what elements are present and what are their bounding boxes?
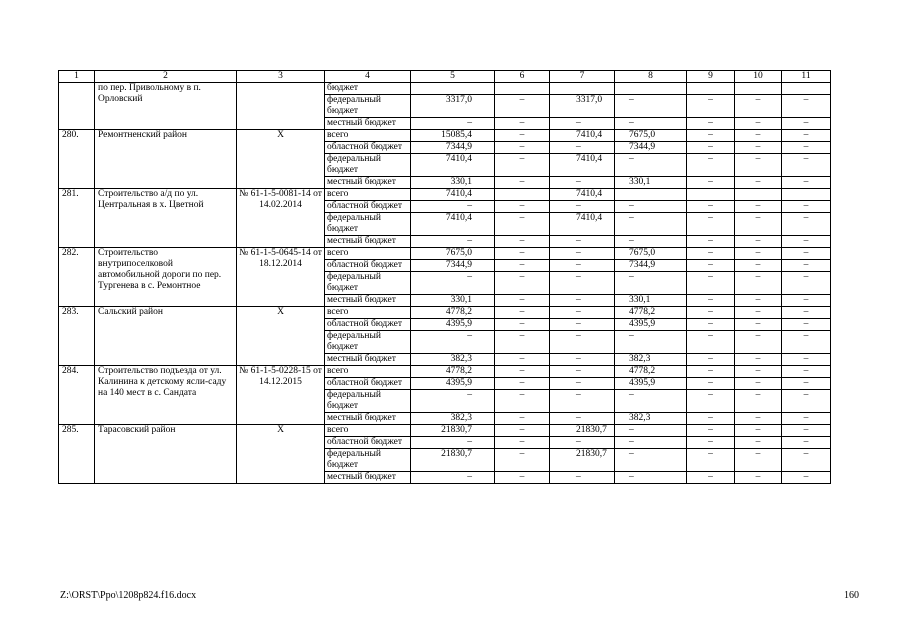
amount-cell: – <box>495 154 550 177</box>
amount-cell: – <box>782 130 831 142</box>
amount-cell: – <box>735 248 782 260</box>
amount-cell: – <box>735 331 782 354</box>
amount-cell: 7410,4 <box>411 189 495 201</box>
amount-cell: – <box>735 154 782 177</box>
amount-cell: 382,3 <box>615 354 687 366</box>
row-number: 282. <box>59 248 95 307</box>
amount-cell: – <box>735 378 782 390</box>
amount-cell: – <box>687 177 735 189</box>
amount-cell <box>782 189 831 201</box>
amount-cell: – <box>495 378 550 390</box>
funding-source: местный бюджет <box>325 118 411 130</box>
amount-cell: – <box>782 201 831 213</box>
amount-cell: – <box>687 142 735 154</box>
amount-cell: – <box>735 295 782 307</box>
funding-source: местный бюджет <box>325 472 411 484</box>
amount-cell: 21830,7 <box>411 425 495 437</box>
amount-cell: – <box>411 272 495 295</box>
column-number-header: 10 <box>735 71 782 83</box>
funding-source: федеральный бюджет <box>325 390 411 413</box>
amount-cell: – <box>495 366 550 378</box>
amount-cell: – <box>735 366 782 378</box>
amount-cell: – <box>687 437 735 449</box>
table-row <box>59 83 831 95</box>
amount-cell: 7344,9 <box>411 260 495 272</box>
amount-cell: – <box>495 118 550 130</box>
object-name: Ремонтненский район <box>95 130 237 189</box>
funding-source: федеральный бюджет <box>325 154 411 177</box>
amount-cell: 4395,9 <box>615 378 687 390</box>
row-number: 280. <box>59 130 95 189</box>
column-number-header: 11 <box>782 71 831 83</box>
amount-cell: – <box>782 390 831 413</box>
amount-cell: – <box>687 425 735 437</box>
amount-cell: – <box>687 95 735 118</box>
row-number: 283. <box>59 307 95 366</box>
amount-cell: 4778,2 <box>411 307 495 319</box>
amount-cell: 3317,0 <box>550 95 615 118</box>
amount-cell: – <box>735 260 782 272</box>
amount-cell: – <box>782 366 831 378</box>
budget-table <box>58 70 831 484</box>
funding-source: федеральный бюджет <box>325 331 411 354</box>
object-name: Тарасовский район <box>95 425 237 484</box>
amount-cell: – <box>495 472 550 484</box>
amount-cell: – <box>782 307 831 319</box>
amount-cell <box>495 83 550 95</box>
amount-cell: – <box>735 130 782 142</box>
amount-cell: 7410,4 <box>550 189 615 201</box>
amount-cell: – <box>495 354 550 366</box>
amount-cell: – <box>782 354 831 366</box>
amount-cell: – <box>550 201 615 213</box>
amount-cell: – <box>550 413 615 425</box>
amount-cell: – <box>782 413 831 425</box>
amount-cell: – <box>550 236 615 248</box>
amount-cell: – <box>735 272 782 295</box>
column-number-header: 1 <box>59 71 95 83</box>
column-number-header: 3 <box>237 71 325 83</box>
amount-cell: – <box>550 177 615 189</box>
amount-cell: – <box>687 272 735 295</box>
amount-cell: – <box>550 260 615 272</box>
row-number: 284. <box>59 366 95 425</box>
amount-cell: – <box>550 366 615 378</box>
amount-cell: – <box>495 260 550 272</box>
object-name: Строительство подъезда от ул. Калинина к детскому ясли-саду на 140 мест в с. Сандата <box>95 366 237 425</box>
amount-cell <box>550 83 615 95</box>
amount-cell: – <box>615 472 687 484</box>
amount-cell: 382,3 <box>411 413 495 425</box>
funding-source: всего <box>325 248 411 260</box>
amount-cell: – <box>735 213 782 236</box>
amount-cell: 330,1 <box>615 295 687 307</box>
amount-cell: 3317,0 <box>411 95 495 118</box>
amount-cell <box>735 189 782 201</box>
table-row <box>59 189 831 201</box>
funding-source: областной бюджет <box>325 378 411 390</box>
amount-cell: – <box>782 449 831 472</box>
amount-cell: – <box>687 295 735 307</box>
amount-cell: – <box>495 390 550 413</box>
amount-cell: – <box>687 201 735 213</box>
amount-cell: – <box>687 449 735 472</box>
amount-cell: – <box>615 331 687 354</box>
funding-source: областной бюджет <box>325 260 411 272</box>
amount-cell: 7344,9 <box>615 142 687 154</box>
amount-cell: – <box>687 248 735 260</box>
amount-cell: – <box>550 354 615 366</box>
amount-cell: – <box>495 272 550 295</box>
amount-cell: 4395,9 <box>615 319 687 331</box>
amount-cell: – <box>495 295 550 307</box>
funding-source: областной бюджет <box>325 437 411 449</box>
amount-cell: – <box>615 425 687 437</box>
amount-cell: – <box>735 472 782 484</box>
amount-cell: – <box>687 118 735 130</box>
amount-cell: 7410,4 <box>550 213 615 236</box>
amount-cell: – <box>550 118 615 130</box>
object-name: по пер. Привольному в п. Орловский <box>95 83 237 130</box>
amount-cell: – <box>495 437 550 449</box>
amount-cell: – <box>615 437 687 449</box>
amount-cell: – <box>687 366 735 378</box>
amount-cell: 330,1 <box>615 177 687 189</box>
funding-source: местный бюджет <box>325 236 411 248</box>
amount-cell: – <box>782 142 831 154</box>
table-row <box>59 307 831 319</box>
amount-cell: – <box>495 413 550 425</box>
amount-cell: – <box>550 472 615 484</box>
funding-source: федеральный бюджет <box>325 449 411 472</box>
amount-cell: 4778,2 <box>615 307 687 319</box>
amount-cell <box>687 189 735 201</box>
amount-cell: – <box>411 236 495 248</box>
amount-cell: – <box>495 307 550 319</box>
amount-cell: – <box>782 272 831 295</box>
amount-cell: – <box>735 437 782 449</box>
amount-cell: – <box>735 354 782 366</box>
registration-number: № 61-1-5-0645-14 от 18.12.2014 <box>237 248 325 307</box>
funding-source: всего <box>325 189 411 201</box>
funding-source: всего <box>325 130 411 142</box>
amount-cell: – <box>495 319 550 331</box>
amount-cell: 7344,9 <box>411 142 495 154</box>
amount-cell: – <box>495 95 550 118</box>
amount-cell: – <box>615 213 687 236</box>
object-name: Строительство а/д по ул. Центральная в х. Цветной <box>95 189 237 248</box>
amount-cell: – <box>735 449 782 472</box>
amount-cell: – <box>782 260 831 272</box>
page-number: 160 <box>844 590 859 601</box>
column-number-header: 8 <box>615 71 687 83</box>
amount-cell: 7410,4 <box>411 213 495 236</box>
amount-cell: – <box>735 177 782 189</box>
amount-cell <box>782 83 831 95</box>
amount-cell: – <box>615 272 687 295</box>
funding-source: бюджет <box>325 83 411 95</box>
amount-cell: 4395,9 <box>411 319 495 331</box>
amount-cell: – <box>782 248 831 260</box>
amount-cell: – <box>782 378 831 390</box>
amount-cell: – <box>782 154 831 177</box>
amount-cell: 21830,7 <box>550 425 615 437</box>
amount-cell: – <box>687 331 735 354</box>
amount-cell: 15085,4 <box>411 130 495 142</box>
amount-cell: 7410,4 <box>550 130 615 142</box>
amount-cell: – <box>615 449 687 472</box>
amount-cell: – <box>687 390 735 413</box>
funding-source: областной бюджет <box>325 201 411 213</box>
amount-cell: – <box>550 331 615 354</box>
funding-source: местный бюджет <box>325 295 411 307</box>
amount-cell: – <box>495 142 550 154</box>
amount-cell: 7675,0 <box>411 248 495 260</box>
amount-cell: – <box>411 331 495 354</box>
amount-cell: – <box>411 437 495 449</box>
amount-cell: – <box>550 319 615 331</box>
amount-cell: – <box>782 236 831 248</box>
amount-cell: – <box>782 437 831 449</box>
registration-number: Х <box>237 307 325 366</box>
amount-cell: – <box>735 307 782 319</box>
amount-cell: – <box>550 295 615 307</box>
amount-cell: – <box>550 307 615 319</box>
amount-cell: – <box>687 472 735 484</box>
amount-cell: 21830,7 <box>550 449 615 472</box>
footer-file-path: Z:\ORST\Ppo\1208p824.f16.docx <box>60 590 197 601</box>
column-number-header: 9 <box>687 71 735 83</box>
funding-source: местный бюджет <box>325 354 411 366</box>
amount-cell <box>735 83 782 95</box>
amount-cell: – <box>550 272 615 295</box>
amount-cell: – <box>687 130 735 142</box>
amount-cell: 4778,2 <box>615 366 687 378</box>
amount-cell: – <box>495 201 550 213</box>
header-row <box>59 71 831 83</box>
registration-number: Х <box>237 425 325 484</box>
amount-cell: – <box>411 118 495 130</box>
registration-number <box>237 83 325 130</box>
column-number-header: 6 <box>495 71 550 83</box>
amount-cell: – <box>735 413 782 425</box>
amount-cell: – <box>615 154 687 177</box>
funding-source: местный бюджет <box>325 413 411 425</box>
funding-source: областной бюджет <box>325 319 411 331</box>
amount-cell: 7675,0 <box>615 248 687 260</box>
amount-cell: – <box>687 260 735 272</box>
amount-cell: – <box>495 248 550 260</box>
amount-cell: – <box>687 236 735 248</box>
amount-cell: – <box>615 201 687 213</box>
amount-cell: – <box>687 413 735 425</box>
amount-cell: 7344,9 <box>615 260 687 272</box>
funding-source: всего <box>325 307 411 319</box>
amount-cell: 330,1 <box>411 295 495 307</box>
amount-cell: 7675,0 <box>615 130 687 142</box>
amount-cell: 382,3 <box>411 354 495 366</box>
amount-cell: – <box>735 425 782 437</box>
amount-cell: – <box>687 354 735 366</box>
amount-cell: 382,3 <box>615 413 687 425</box>
amount-cell: – <box>735 95 782 118</box>
amount-cell: 4395,9 <box>411 378 495 390</box>
amount-cell <box>411 83 495 95</box>
amount-cell <box>495 189 550 201</box>
column-number-header: 4 <box>325 71 411 83</box>
amount-cell: – <box>615 118 687 130</box>
amount-cell: – <box>687 154 735 177</box>
amount-cell: – <box>782 472 831 484</box>
amount-cell: – <box>495 236 550 248</box>
amount-cell: – <box>550 248 615 260</box>
amount-cell: 7410,4 <box>550 154 615 177</box>
column-number-header: 7 <box>550 71 615 83</box>
amount-cell: – <box>735 390 782 413</box>
amount-cell: – <box>495 425 550 437</box>
amount-cell: – <box>782 118 831 130</box>
amount-cell: – <box>687 319 735 331</box>
amount-cell <box>615 83 687 95</box>
amount-cell: – <box>495 213 550 236</box>
amount-cell: – <box>550 437 615 449</box>
amount-cell: – <box>495 177 550 189</box>
amount-cell: – <box>735 319 782 331</box>
amount-cell <box>687 83 735 95</box>
row-number <box>59 83 95 130</box>
amount-cell: – <box>735 201 782 213</box>
amount-cell: – <box>782 295 831 307</box>
amount-cell: – <box>735 236 782 248</box>
funding-source: местный бюджет <box>325 177 411 189</box>
amount-cell: – <box>735 118 782 130</box>
amount-cell: – <box>550 390 615 413</box>
amount-cell: – <box>411 201 495 213</box>
row-number: 285. <box>59 425 95 484</box>
table-row <box>59 366 831 378</box>
funding-source: всего <box>325 425 411 437</box>
amount-cell: – <box>411 390 495 413</box>
amount-cell: – <box>687 213 735 236</box>
column-number-header: 2 <box>95 71 237 83</box>
object-name: Строительство внутрипоселковой автомобильной дороги по пер. Тургенева в с. Ремонтное <box>95 248 237 307</box>
amount-cell: – <box>550 142 615 154</box>
amount-cell: 4778,2 <box>411 366 495 378</box>
amount-cell: 330,1 <box>411 177 495 189</box>
amount-cell: – <box>411 472 495 484</box>
amount-cell: – <box>782 331 831 354</box>
amount-cell: – <box>550 378 615 390</box>
registration-number: № 61-1-5-0081-14 от 14.02.2014 <box>237 189 325 248</box>
amount-cell: 7410,4 <box>411 154 495 177</box>
amount-cell: 21830,7 <box>411 449 495 472</box>
funding-source: федеральный бюджет <box>325 213 411 236</box>
table-row <box>59 248 831 260</box>
amount-cell: – <box>782 425 831 437</box>
amount-cell: – <box>615 95 687 118</box>
amount-cell <box>615 189 687 201</box>
amount-cell: – <box>615 236 687 248</box>
amount-cell: – <box>735 142 782 154</box>
table-row <box>59 130 831 142</box>
object-name: Сальский район <box>95 307 237 366</box>
amount-cell: – <box>782 95 831 118</box>
row-number: 281. <box>59 189 95 248</box>
amount-cell: – <box>495 130 550 142</box>
registration-number: Х <box>237 130 325 189</box>
amount-cell: – <box>615 390 687 413</box>
funding-source: всего <box>325 366 411 378</box>
amount-cell: – <box>782 177 831 189</box>
amount-cell: – <box>687 378 735 390</box>
table-row <box>59 425 831 437</box>
registration-number: № 61-1-5-0228-15 от 14.12.2015 <box>237 366 325 425</box>
amount-cell: – <box>782 319 831 331</box>
funding-source: областной бюджет <box>325 142 411 154</box>
funding-source: федеральный бюджет <box>325 272 411 295</box>
column-number-header: 5 <box>411 71 495 83</box>
funding-source: федеральный бюджет <box>325 95 411 118</box>
amount-cell: – <box>782 213 831 236</box>
amount-cell: – <box>495 331 550 354</box>
amount-cell: – <box>687 307 735 319</box>
amount-cell: – <box>495 449 550 472</box>
